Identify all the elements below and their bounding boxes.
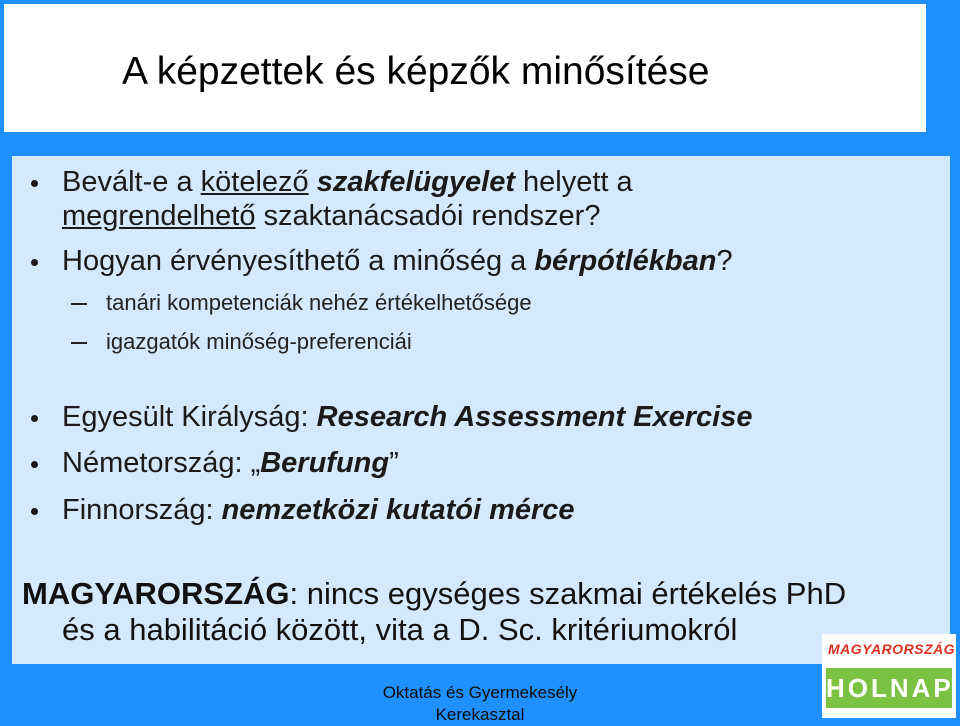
text: ? bbox=[716, 245, 733, 277]
bullet-dot bbox=[31, 259, 38, 266]
text: Bevált-e a bbox=[62, 166, 201, 198]
sub-bullet-1: tanári kompetenciák nehéz értékelhetősége bbox=[106, 290, 532, 315]
bullet-4 bbox=[62, 447, 399, 480]
text: szaktanácsadói rendszer? bbox=[255, 200, 601, 232]
text: Hogyan érvényesíthető a minőség a bbox=[62, 245, 535, 277]
bullet-dot bbox=[31, 415, 38, 422]
emphasis-text: szakfelügyelet bbox=[316, 166, 515, 198]
logo-bottom-text: HOLNAP bbox=[826, 668, 952, 708]
text: Finnország: bbox=[62, 494, 222, 526]
text bbox=[309, 166, 317, 198]
text: : nincs egységes szakmai értékelés PhD bbox=[289, 576, 847, 611]
sub-bullet-2: igazgatók minőség-preferenciái bbox=[106, 329, 412, 354]
emphasis-text: nemzetközi kutatói mérce bbox=[221, 494, 575, 526]
emphasis-text: Berufung bbox=[260, 447, 390, 479]
conclusion-line-1 bbox=[22, 576, 846, 612]
magyarorszag-holnap-logo bbox=[822, 634, 956, 718]
bullet-dot bbox=[31, 180, 38, 187]
underlined-text: kötelező bbox=[200, 166, 309, 198]
text: ” bbox=[389, 447, 399, 479]
sub-bullet-dash bbox=[71, 303, 87, 305]
bullet-2 bbox=[62, 245, 733, 278]
footer-line-2: Kerekasztal bbox=[435, 705, 525, 724]
bullet-3 bbox=[62, 401, 753, 434]
underlined-text: megrendelhető bbox=[62, 200, 256, 232]
sub-bullet-dash bbox=[71, 342, 87, 344]
bullet-5 bbox=[62, 494, 575, 527]
conclusion-line-2: és a habilitáció között, vita a D. Sc. kritériumokról bbox=[62, 612, 738, 647]
country-emphasis: MAGYARORSZÁG bbox=[22, 576, 290, 611]
bullet-dot bbox=[31, 508, 38, 515]
emphasis-text: Research Assessment Exercise bbox=[316, 401, 753, 433]
emphasis-text: bérpótlékban bbox=[534, 245, 717, 277]
text: Németország: „ bbox=[62, 447, 261, 479]
bullet-dot bbox=[31, 461, 38, 468]
title-box bbox=[4, 4, 926, 132]
footer-line-1: Oktatás és Gyermekesély bbox=[382, 683, 578, 702]
bullet-1-line-1 bbox=[62, 166, 633, 199]
logo-top-text: MAGYARORSZÁG bbox=[828, 641, 956, 657]
text: Egyesült Királyság: bbox=[62, 401, 317, 433]
footer bbox=[330, 682, 630, 726]
text: helyett a bbox=[514, 166, 633, 198]
page-title: A képzettek és képzők minősítése bbox=[122, 50, 710, 93]
bullet-1-line-2 bbox=[62, 200, 600, 233]
